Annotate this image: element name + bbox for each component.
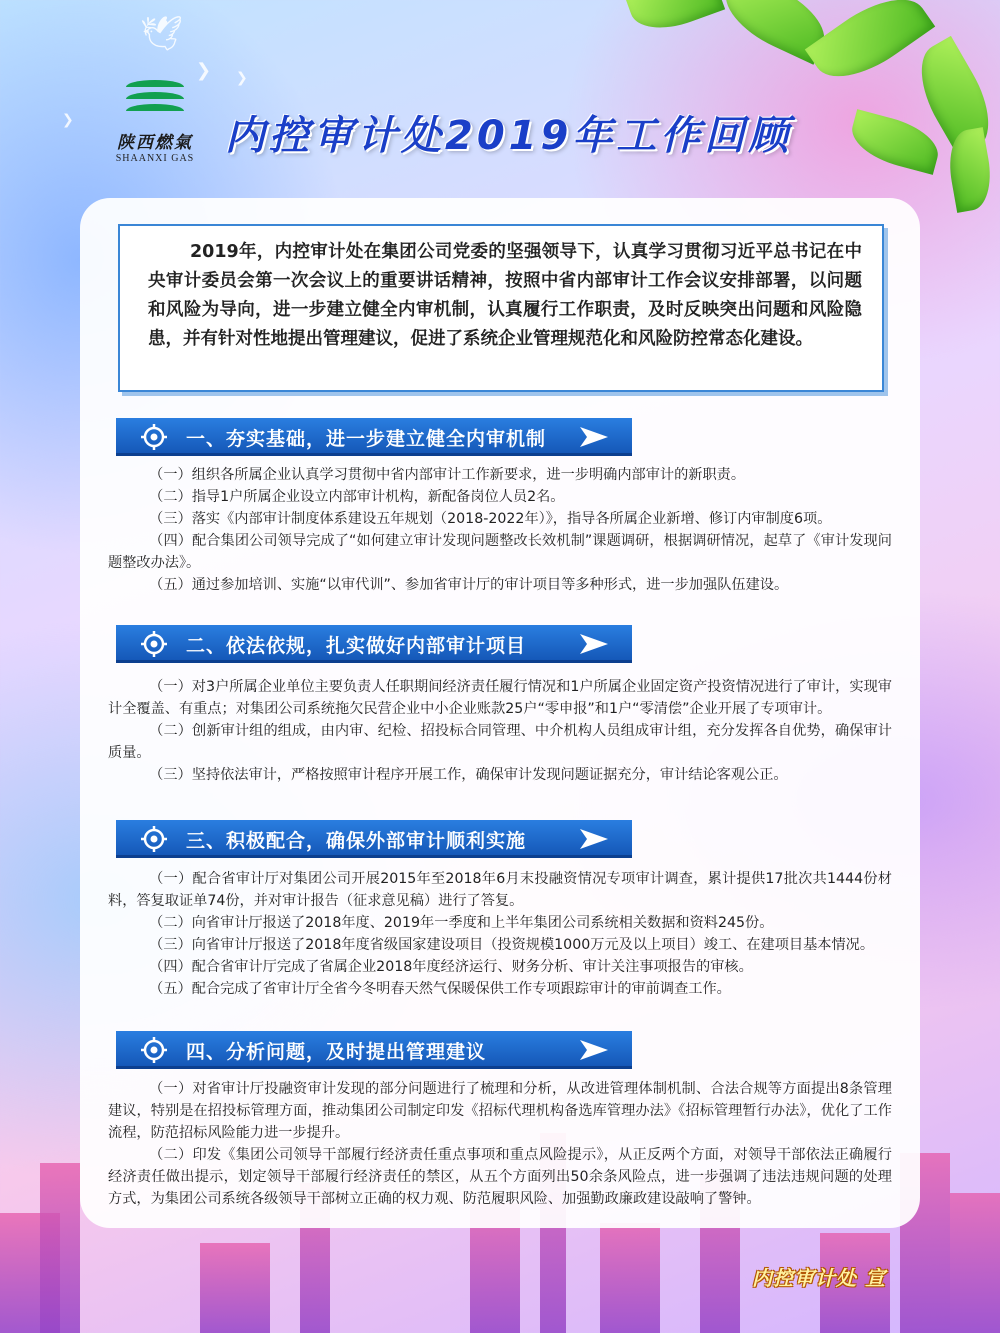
list-item: （二）创新审计组的组成，由内审、纪检、招投标合同管理、中介机构人员组成审计组，充分发挥各自优势，确保审计质量。 [108, 723, 892, 761]
list-item: （一）组织各所属企业认真学习贯彻中省内部审计工作新要求，进一步明确内部审计的新职责。 [149, 467, 746, 483]
target-icon [140, 1036, 168, 1064]
dove-icon: ❯ [196, 60, 212, 81]
section-body-4 [108, 1078, 892, 1210]
arrow-right-icon [578, 632, 610, 656]
list-item: （一）对3户所属企业单位主要负责人任职期间经济责任履行情况和1户所属企业固定资产投资情况进行了审计，实现审计全覆盖、有重点；对集团公司系统拖欠民营企业中小企业账款25户“零申报”和1户“零清偿”企业开展了专项审计。 [108, 679, 892, 717]
section-title: 三、积极配合，确保外部审计顺利实施 [186, 830, 527, 852]
list-item: （三）坚持依法审计，严格按照审计程序开展工作，确保审计发现问题证据充分，审计结论客观公正。 [149, 767, 788, 783]
list-item: （二）向省审计厅报送了2018年度、2019年一季度和上半年集团公司系统相关数据和资料245份。 [149, 915, 774, 931]
footer-signature: 内控审计处 宣 [752, 1266, 886, 1290]
arrow-right-icon [578, 425, 610, 449]
section-header-4 [116, 1031, 632, 1069]
section-header-3 [116, 820, 632, 858]
section-body-2 [108, 676, 892, 786]
section-body-1 [108, 464, 892, 596]
list-item: （五）配合完成了省审计厅全省今冬明春天然气保暖保供工作专项跟踪审计的审前调查工作。 [149, 981, 731, 997]
arrow-right-icon [578, 827, 610, 851]
section-body-3 [108, 868, 892, 1000]
list-item: （三）落实《内部审计制度体系建设五年规划（2018-2022年）》，指导各所属企业新增、修订内审制度6项。 [149, 511, 832, 527]
section-title: 一、夯实基础，进一步建立健全内审机制 [186, 428, 547, 450]
list-item: （二）印发《集团公司领导干部履行经济责任重点事项和重点风险提示》，从正反两个方面，对领导干部依法正确履行经济责任做出提示，划定领导干部履行经济责任的禁区，从五个方面列出50余条风险点，进一步强调了违法违规问题的处理方式，为集团公司系统各级领导干部树立正确的权力观、防范履职风险、加强勤政廉政建设敲响了警钟。 [108, 1147, 892, 1207]
list-item: （一）对省审计厅投融资审计发现的部分问题进行了梳理和分析，从改进管理体制机制、合法合规等方面提出8条管理建议，特别是在招投标管理方面，推动集团公司制定印发《招标代理机构备选库管理办法》《招标管理暂行办法》，优化了工作流程，防范招标风险能力进一步提升。 [108, 1081, 892, 1141]
dove-icon: 🕊 [140, 14, 184, 54]
target-icon [140, 630, 168, 658]
section-header-1 [116, 418, 632, 456]
section-title: 四、分析问题，及时提出管理建议 [186, 1041, 487, 1063]
company-logo [100, 80, 210, 164]
list-item: （一）配合省审计厅对集团公司开展2015年至2018年6月末投融资情况专项审计调查，累计提供17批次共1444份材料，答复取证单74份，并对审计报告（征求意见稿）进行了答复。 [108, 871, 892, 909]
section-title: 二、依法依规，扎实做好内部审计项目 [186, 635, 527, 657]
list-item: （五）通过参加培训、实施“以审代训”、参加省审计厅的审计项目等多种形式，进一步加强队伍建设。 [149, 577, 789, 593]
logo-name-en: SHAANXI GAS [115, 153, 195, 164]
intro-box [118, 224, 884, 392]
list-item: （三）向省审计厅报送了2018年度省级国家建设项目（投资规模1000万元及以上项目）竣工、在建项目基本情况。 [149, 937, 875, 953]
intro-text: 2019年，内控审计处在集团公司党委的坚强领导下，认真学习贯彻习近平总书记在中央审计委员会第一次会议上的重要讲话精神，按照中省内部审计工作会议安排部署，以问题和风险为导向，进一步建立健全内审机制，认真履行工作职责，及时反映突出问题和风险隐患，并有针对性地提出管理建议，促进了系统企业管理规范化和风险防控常态化建设。 [148, 242, 862, 349]
gas-flame-logo-icon [122, 80, 188, 126]
section-header-2 [116, 625, 632, 663]
logo-name-cn: 陕西燃氣 [117, 133, 193, 153]
dove-icon: ❯ [236, 70, 248, 86]
page-title: 内控审计处2019年工作回顾 [225, 113, 793, 159]
target-icon [140, 423, 168, 451]
list-item: （四）配合集团公司领导完成了“如何建立审计发现问题整改长效机制”课题调研，根据调研情况，起草了《审计发现问题整改办法》。 [108, 533, 892, 571]
list-item: （二）指导1户所属企业设立内部审计机构，新配备岗位人员2名。 [149, 489, 565, 505]
dove-icon: ❯ [62, 112, 74, 128]
arrow-right-icon [578, 1038, 610, 1062]
leaf-icon [846, 109, 944, 175]
leaf-icon [625, 0, 725, 40]
target-icon [140, 825, 168, 853]
list-item: （四）配合省审计厅完成了省属企业2018年度经济运行、财务分析、审计关注事项报告的审核。 [149, 959, 753, 975]
leaf-icon [805, 0, 935, 95]
